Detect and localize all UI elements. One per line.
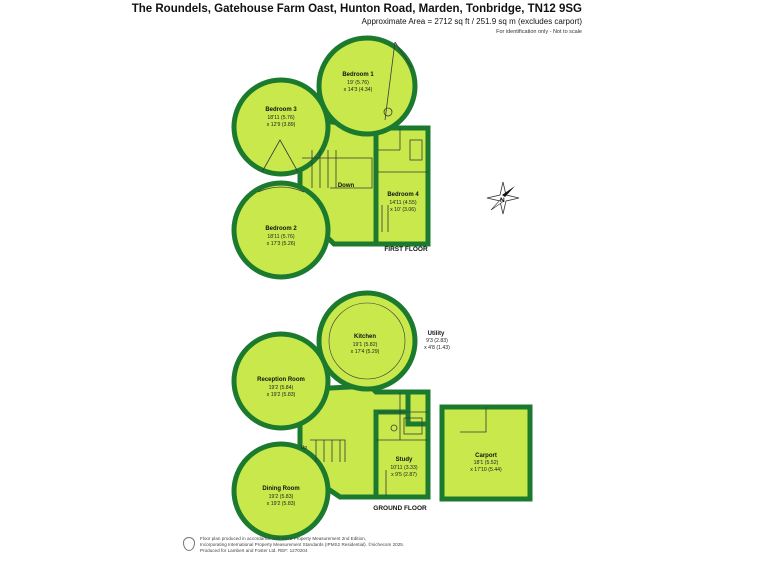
utility-block [408, 392, 428, 424]
bedroom-1-name: Bedroom 1 [342, 72, 374, 78]
kitchen-dim-1: 19'1 (5.82) [352, 342, 378, 348]
bedroom-4-name: Bedroom 4 [387, 192, 419, 198]
carport-dim-2: x 17'10 (5.44) [470, 467, 502, 473]
kitchen-name: Kitchen [353, 334, 377, 340]
bedroom-4-dim-2: x 10' (3.06) [390, 207, 416, 213]
kitchen-dim-2: x 17'4 (5.29) [350, 349, 380, 355]
bedroom-3-dim-2: x 12'9 (3.89) [266, 122, 296, 128]
dining-room-dim-1: 19'2 (5.83) [268, 494, 294, 500]
bedroom-2-dim-2: x 17'3 (5.26) [266, 241, 296, 247]
bedroom-1-circle [319, 38, 415, 134]
compass-rose-icon [487, 182, 519, 214]
first-floor-stairs-label: Down [337, 183, 355, 189]
bedroom-1-dim-2: x 14'3 (4.34) [343, 87, 373, 93]
bedroom-2-name: Bedroom 2 [265, 226, 297, 232]
first-floor-plan [234, 38, 428, 277]
reception-room-name: Reception Room [257, 377, 305, 383]
bedroom-2-dim-1: 18'11 (5.76) [267, 234, 295, 240]
carport-dim-1: 18'1 (5.52) [473, 460, 499, 466]
bedroom-4-dim-1: 14'11 (4.55) [389, 200, 417, 206]
kitchen-circle [319, 293, 415, 389]
reception-room-dim-1: 19'2 (5.84) [268, 385, 294, 391]
utility-dim-1: 9'3 (2.83) [426, 338, 448, 344]
ground-floor-stairs-label: Up [300, 445, 308, 451]
reception-room-dim-2: x 19'2 (5.83) [266, 392, 296, 398]
compass-north-label: N [500, 197, 505, 204]
bedroom-1-dim-1: 19' (5.76) [347, 80, 369, 86]
footer-line-2: Incorporating International Property Measurement Standards (IPMS2 Residential). ©nichecom 2025. [200, 542, 405, 547]
bedroom-3-dim-1: 18'11 (5.76) [267, 115, 295, 121]
identification-note: For identification only - Not to scale [496, 29, 582, 35]
study-dim-1: 10'11 (3.33) [390, 465, 418, 471]
utility-name: Utility [427, 331, 445, 337]
ground-floor-label: GROUND FLOOR [373, 505, 427, 512]
footer-line-1: Floor plan produced in accordance with RICS Property Measurement 2nd Edition, [200, 536, 366, 541]
study-dim-2: x 9'5 (2.87) [391, 472, 417, 478]
carport-name: Carport [475, 453, 497, 459]
footer-notes [200, 536, 480, 554]
page-title: The Roundels, Gatehouse Farm Oast, Hunton Road, Marden, Tonbridge, TN12 9SG [131, 3, 582, 15]
study-name: Study [395, 457, 413, 463]
dining-room-name: Dining Room [262, 486, 300, 492]
bedroom-4-block [376, 128, 428, 244]
bedroom-3-name: Bedroom 3 [265, 107, 297, 113]
first-floor-label: FIRST FLOOR [384, 246, 428, 253]
utility-dim-2: x 4'8 (1.43) [424, 345, 450, 351]
footer-line-3: Produced for Lambert and Foster Ltd. REF: 1270204 [200, 548, 308, 553]
approximate-area: Approximate Area = 2712 sq ft / 251.9 sq m (excludes carport) [361, 17, 582, 26]
dining-room-dim-2: x 19'2 (5.83) [266, 501, 296, 507]
